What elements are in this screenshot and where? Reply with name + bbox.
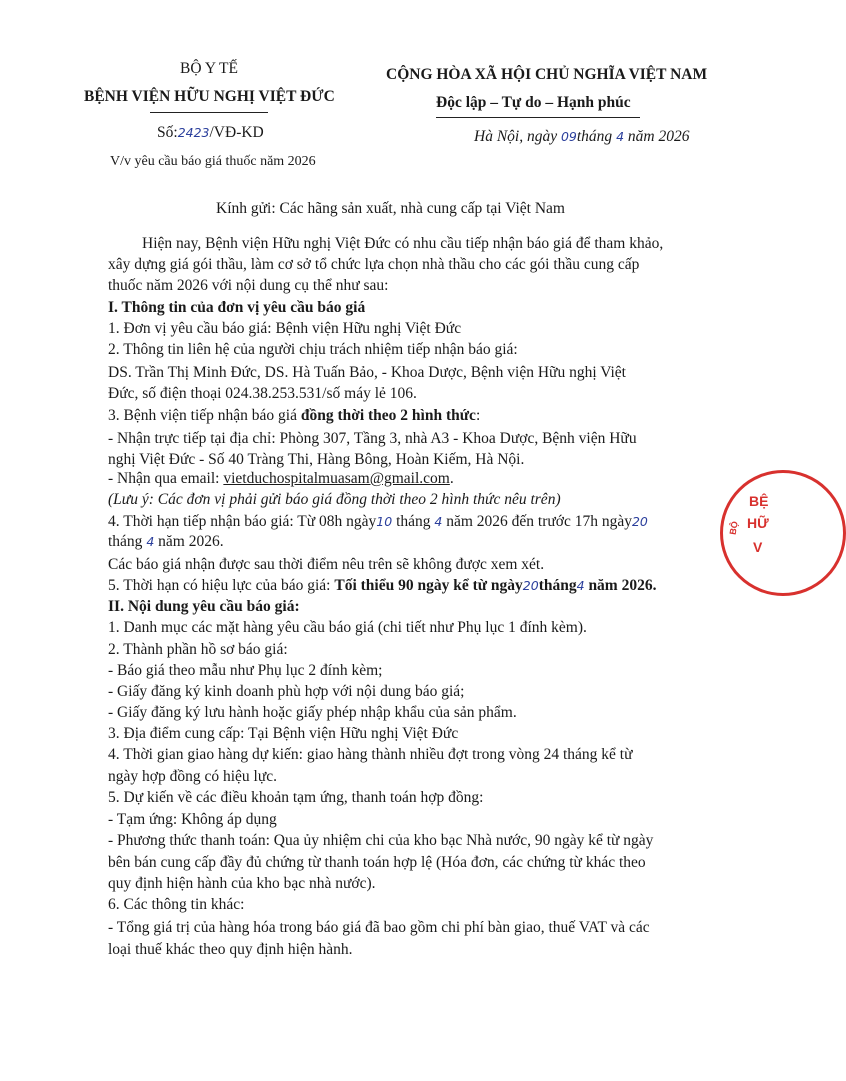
section-1-line-4: Đức, số điện thoại 024.38.253.531/số máy lẻ 106. <box>108 385 417 402</box>
national-motto: Độc lập – Tự do – Hạnh phúc <box>436 94 631 111</box>
country-name: CỘNG HÒA XÃ HỘI CHỦ NGHĨA VIỆT NAM <box>386 66 708 83</box>
section-2-line: - Báo giá theo mẫu như Phụ lục 2 đính kèm; <box>108 662 383 679</box>
section-2-line: 3. Địa điểm cung cấp: Tại Bệnh viện Hữu nghị Việt Đức <box>108 725 459 742</box>
official-stamp <box>720 470 846 596</box>
section-1-line-7: nghị Việt Đức - Số 40 Tràng Thi, Hàng Bông, Hoàn Kiếm, Hà Nội. <box>108 451 525 468</box>
section-2-line: 2. Thành phần hồ sơ báo giá: <box>108 641 288 658</box>
document-number-handwritten: 2423 <box>177 125 210 140</box>
intro-line-2: xây dựng giá gói thầu, làm cơ sở tổ chức lựa chọn nhà thầu cho các gói thầu cung cấp <box>108 256 640 273</box>
section-2-line: ngày hợp đồng có hiệu lực. <box>108 768 277 785</box>
date-day-handwritten: 09 <box>560 129 577 144</box>
document-subject: V/v yêu cầu báo giá thuốc năm 2026 <box>110 154 316 169</box>
intro-line-1: Hiện nay, Bệnh viện Hữu nghị Việt Đức có nhu cầu tiếp nhận báo giá để tham khảo, <box>142 235 664 252</box>
section-2-line: quy định hiện hành của kho bạc nhà nước). <box>108 875 376 892</box>
section-1-line-3: DS. Trần Thị Minh Đức, DS. Hà Tuấn Bảo, - Khoa Dược, Bệnh viện Hữu nghị Việt <box>108 364 626 381</box>
section-1-line-10: 4. Thời hạn tiếp nhận báo giá: Từ 08h ngày10 tháng 4 năm 2026 đến trước 17h ngày20 <box>108 513 648 530</box>
ministry-name: BỘ Y TẾ <box>180 60 238 77</box>
section-2-line: 4. Thời gian giao hàng dự kiến: giao hàng thành nhiều đợt trong vòng 24 tháng kể từ <box>108 746 633 763</box>
stamp-text-1: BỆ <box>749 493 769 509</box>
stamp-text-side: BỘ <box>727 520 740 536</box>
section-1-line-8: - Nhận qua email: vietduchospitalmuasam@gmail.com. <box>108 470 454 487</box>
section-2-title: II. Nội dung yêu cầu báo giá: <box>108 598 300 615</box>
hospital-name: BỆNH VIỆN HỮU NGHỊ VIỆT ĐỨC <box>84 88 335 105</box>
section-1-line-12: Các báo giá nhận được sau thời điểm nêu trên sẽ không được xem xét. <box>108 556 545 573</box>
section-1-line-13: 5. Thời hạn có hiệu lực của báo giá: Tối thiểu 90 ngày kể từ ngày20tháng4 năm 2026. <box>108 577 657 594</box>
section-2-line: - Phương thức thanh toán: Qua ủy nhiệm chi của kho bạc Nhà nước, 90 ngày kể từ ngày <box>108 832 654 849</box>
section-2-line: 1. Danh mục các mặt hàng yêu cầu báo giá (chi tiết như Phụ lục 1 đính kèm). <box>108 619 587 636</box>
section-2-line: loại thuế khác theo quy định hiện hành. <box>108 941 353 958</box>
section-1-line-6: - Nhận trực tiếp tại địa chỉ: Phòng 307, Tầng 3, nhà A3 - Khoa Dược, Bệnh viện Hữu <box>108 430 637 447</box>
date-month-handwritten: 4 <box>616 129 625 144</box>
intro-line-3: thuốc năm 2026 với nội dung cụ thể như sau: <box>108 277 389 294</box>
hospital-underline <box>150 112 268 113</box>
section-2-line: - Tổng giá trị của hàng hóa trong báo giá đã bao gồm chi phí bàn giao, thuế VAT và các <box>108 919 650 936</box>
section-2-line: 5. Dự kiến về các điều khoản tạm ứng, thanh toán hợp đồng: <box>108 789 484 806</box>
section-1-line-2: 2. Thông tin liên hệ của người chịu trách nhiệm tiếp nhận báo giá: <box>108 341 518 358</box>
stamp-text-2: HỮ <box>747 515 769 531</box>
section-2-line: - Giấy đăng ký lưu hành hoặc giấy phép nhập khẩu của sản phẩm. <box>108 704 517 721</box>
section-1-note: (Lưu ý: Các đơn vị phải gửi báo giá đồng thời theo 2 hình thức nêu trên) <box>108 491 561 508</box>
salutation: Kính gửi: Các hãng sản xuất, nhà cung cấp tại Việt Nam <box>216 200 565 217</box>
section-1-line-5: 3. Bệnh viện tiếp nhận báo giá đồng thời theo 2 hình thức: <box>108 407 481 424</box>
section-1-line-11: tháng 4 năm 2026. <box>108 533 224 550</box>
email-link[interactable]: vietduchospitalmuasam@gmail.com <box>223 470 450 487</box>
section-2-line: 6. Các thông tin khác: <box>108 896 245 913</box>
issue-date: Hà Nội, ngày 09tháng 4 năm 2026 <box>474 128 690 145</box>
section-1-line-1: 1. Đơn vị yêu cầu báo giá: Bệnh viện Hữu nghị Việt Đức <box>108 320 462 337</box>
document-number: Số:2423/VĐ-KD <box>157 124 264 141</box>
motto-underline <box>436 117 640 118</box>
stamp-text-3: V <box>753 539 763 555</box>
section-2-line: - Tạm ứng: Không áp dụng <box>108 811 277 828</box>
section-1-title: I. Thông tin của đơn vị yêu cầu báo giá <box>108 299 366 316</box>
section-2-line: bên bán cung cấp đầy đủ chứng từ thanh toán hợp lệ (Hóa đơn, các chứng từ khác theo <box>108 854 646 871</box>
section-2-line: - Giấy đăng ký kinh doanh phù hợp với nội dung báo giá; <box>108 683 465 700</box>
